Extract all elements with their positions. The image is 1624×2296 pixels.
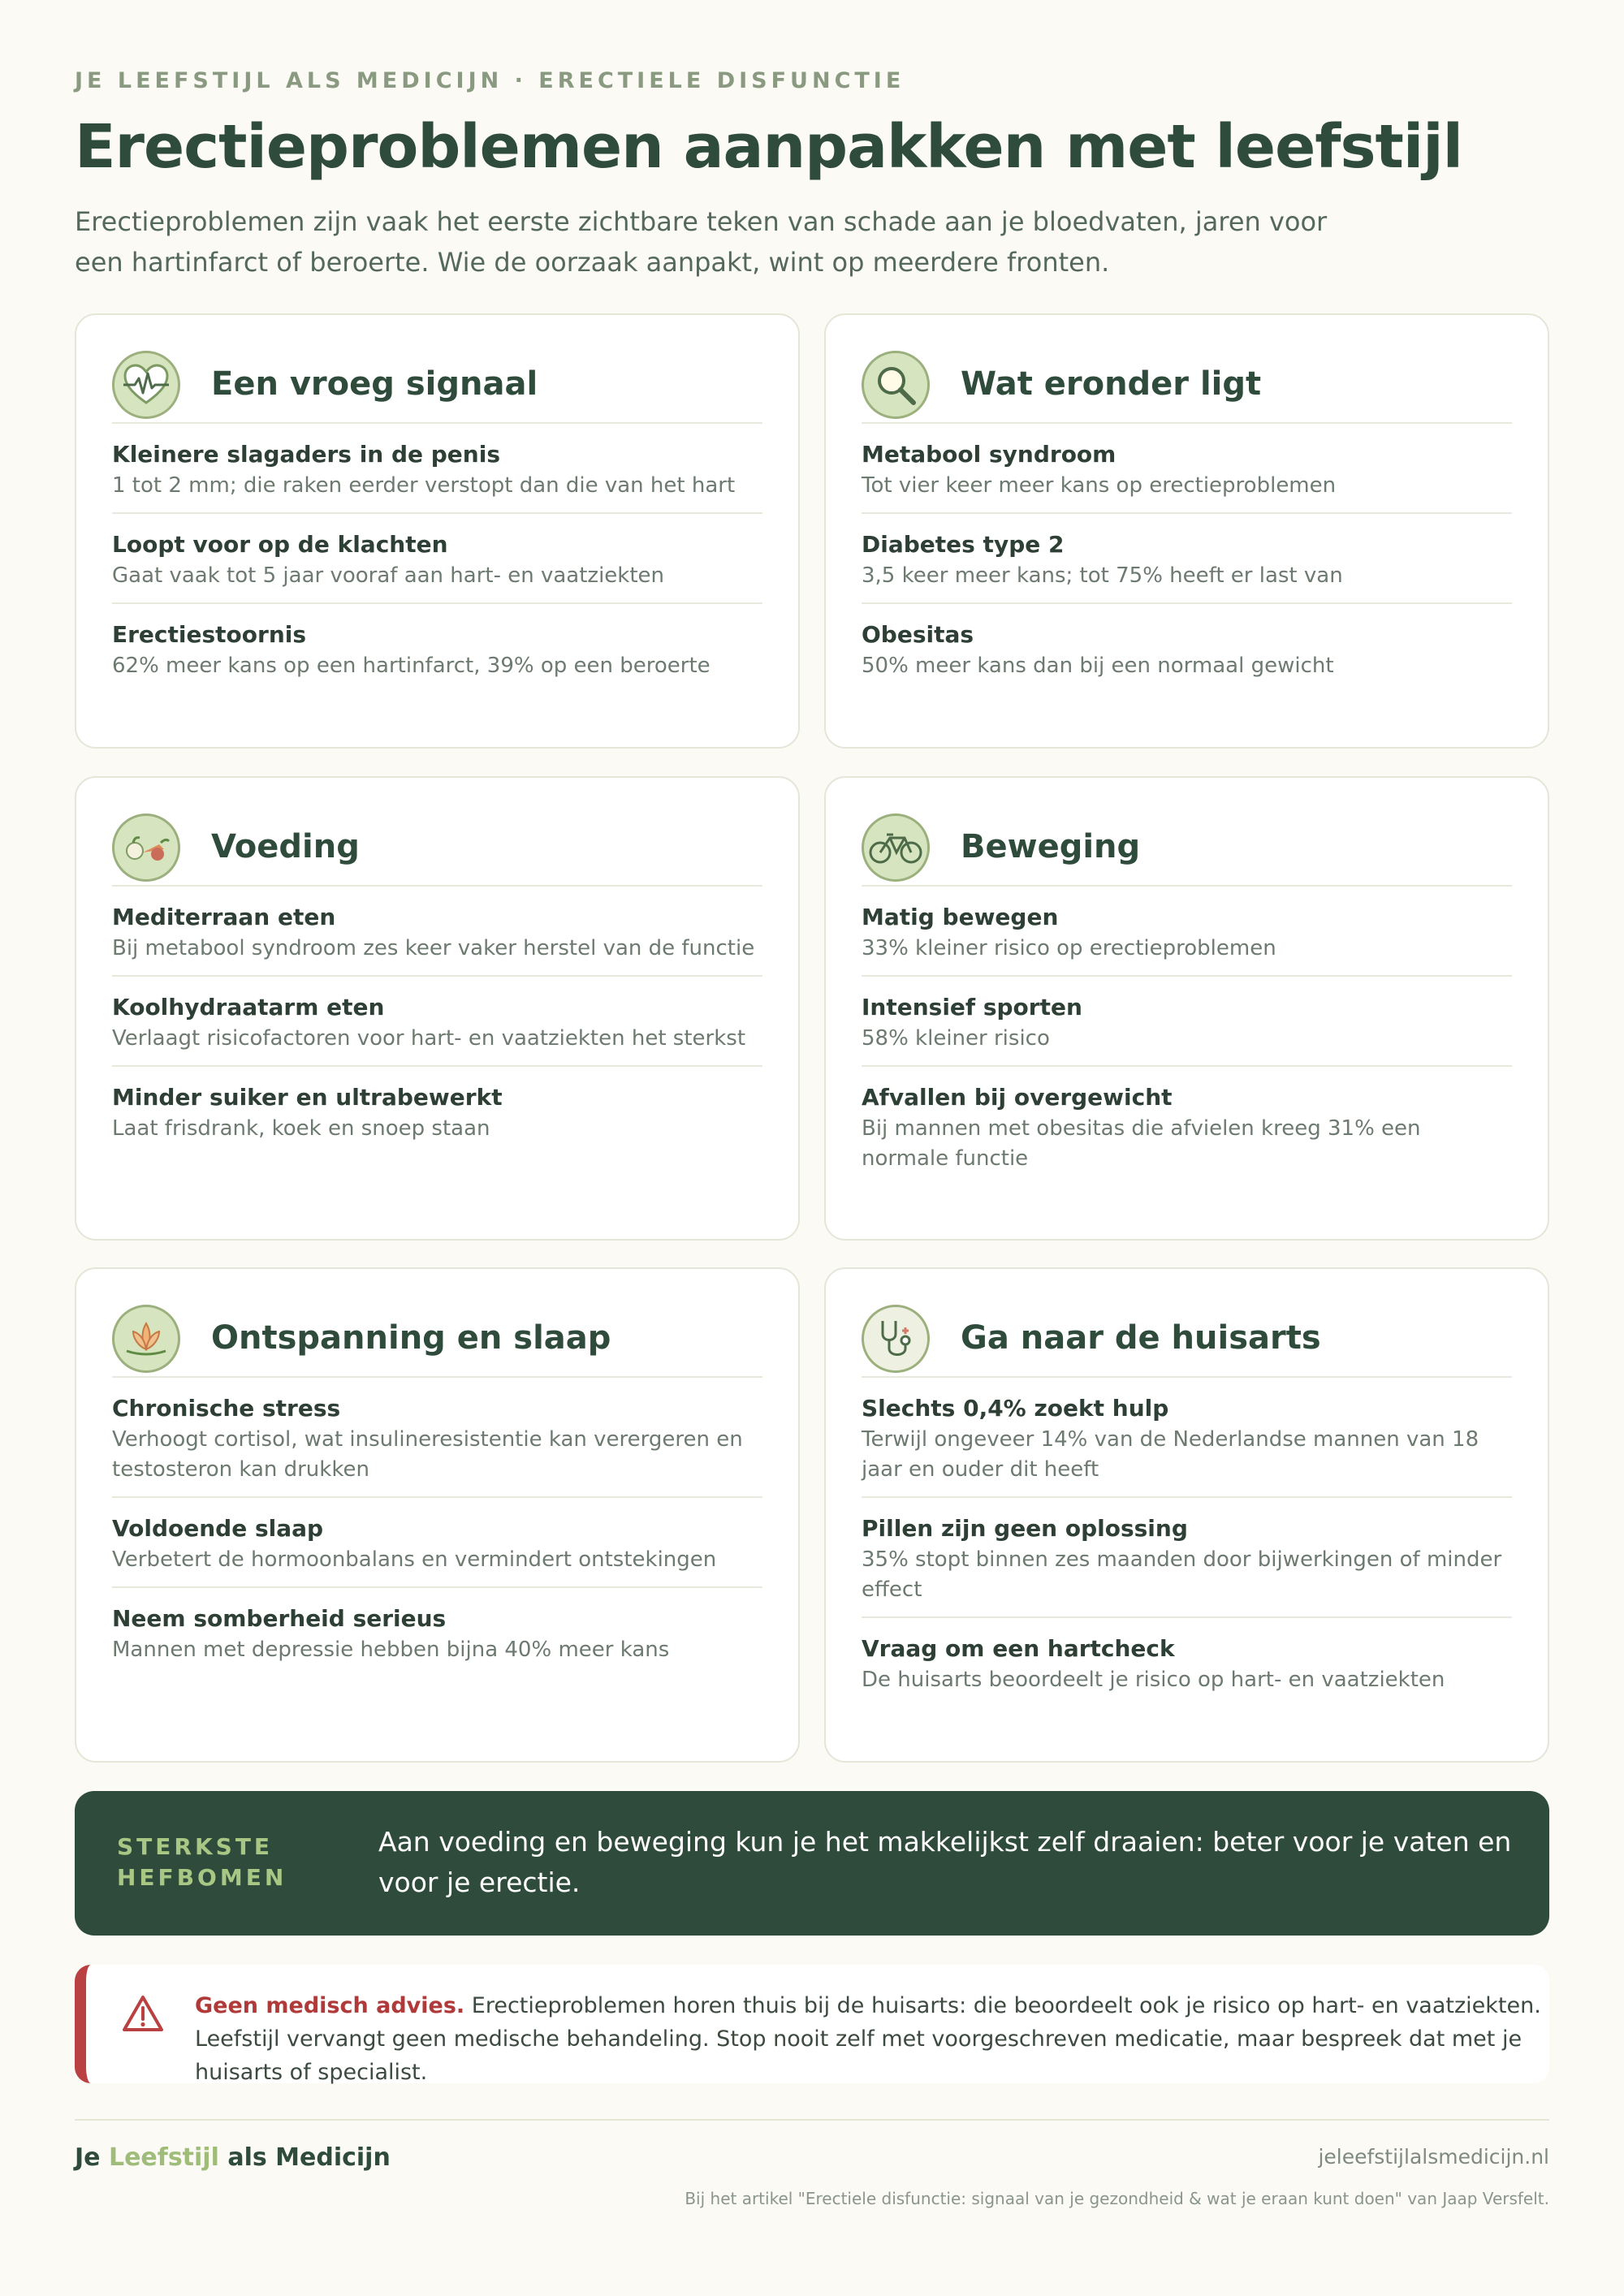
card-header — [112, 1305, 762, 1378]
item-title: Voldoende slaap — [112, 1515, 324, 1542]
card-title: Een vroeg signaal — [211, 365, 538, 403]
item-title: Afvallen bij overgewicht — [862, 1084, 1173, 1111]
card-title: Wat eronder ligt — [961, 365, 1262, 403]
card-header — [112, 351, 762, 424]
medical-disclaimer — [75, 1965, 1549, 2083]
list-item — [112, 424, 762, 514]
page-title: Erectieproblemen aanpakken met leefstijl — [75, 112, 1463, 182]
item-title: Koolhydraatarm eten — [112, 994, 385, 1021]
item-text: Verbetert de hormoonbalans en vermindert ontstekingen — [112, 1547, 717, 1572]
card-header — [112, 814, 762, 887]
card-items — [112, 887, 762, 1155]
banner-label: STERKSTE HEFBOMEN — [117, 1833, 287, 1891]
list-item — [862, 977, 1512, 1067]
website-url: jeleefstijlalsmedicijn.nl — [1318, 2145, 1549, 2169]
list-item — [112, 1588, 762, 1677]
item-title: Loopt voor op de klachten — [112, 531, 448, 558]
item-text: Verlaagt risicofactoren voor hart- en vaatziekten het sterkst — [112, 1026, 746, 1051]
item-text: 58% kleiner risico — [862, 1026, 1050, 1051]
item-text: 1 tot 2 mm; die raken eerder verstopt dan die van het hart — [112, 473, 736, 498]
list-item — [112, 1378, 762, 1498]
card-items — [112, 1378, 762, 1677]
list-item — [862, 604, 1512, 693]
list-item — [112, 1067, 762, 1155]
item-text: 3,5 keer meer kans; tot 75% heeft er last van — [862, 563, 1343, 588]
item-text: 35% stopt binnen zes maanden door bijwerkingen of minder effect — [862, 1547, 1502, 1602]
card-ontspanning-slaap — [75, 1267, 800, 1763]
brand-post: als Medicijn — [218, 2143, 391, 2172]
intro-text: Erectieproblemen zijn vaak het eerste zichtbare teken van schade aan je bloedvaten, jaren voor een hartinfarct of beroerte. Wie de oorzaak aanpakt, wint op meerdere fronten. — [75, 206, 1328, 278]
article-credit: Bij het artikel "Erectiele disfunctie: signaal van je gezondheid & wat je eraan kunt doen" van Jaap Versfelt. — [685, 2189, 1549, 2208]
item-text: Mannen met depressie hebben bijna 40% meer kans — [112, 1638, 670, 1662]
card-vroeg-signaal — [75, 313, 800, 749]
card-beweging — [824, 776, 1549, 1241]
list-item — [862, 1498, 1512, 1618]
card-items — [112, 424, 762, 693]
item-text: 33% kleiner risico op erectieproblemen — [862, 936, 1276, 960]
card-items — [862, 1378, 1512, 1707]
stethoscope-icon — [862, 1305, 930, 1373]
disclaimer-text — [195, 1989, 1543, 2089]
item-title: Diabetes type 2 — [862, 531, 1065, 558]
item-text: Terwijl ongeveer 14% van de Nederlandse mannen van 18 jaar en ouder dit heeft — [862, 1427, 1479, 1482]
disclaimer-body: Erectieproblemen horen thuis bij de huisarts: die beoordeelt ook je risico op hart- en vaatziekten. Leefstijl vervangt geen medische behandeling. Stop nooit zelf met voorgeschreven medicatie, maar bespreek dat met je huisarts of specialist. — [195, 1993, 1541, 2085]
item-title: Erectiestoornis — [112, 621, 307, 648]
item-title: Vraag om een hartcheck — [862, 1635, 1175, 1662]
card-items — [862, 887, 1512, 1185]
footer-divider — [75, 2119, 1549, 2121]
list-item — [862, 1378, 1512, 1498]
list-item — [862, 514, 1512, 604]
item-text: Laat frisdrank, koek en snoep staan — [112, 1116, 490, 1141]
item-title: Slechts 0,4% zoekt hulp — [862, 1395, 1169, 1422]
vegetables-icon — [112, 814, 180, 882]
key-levers-banner — [75, 1791, 1549, 1936]
item-title: Pillen zijn geen oplossing — [862, 1515, 1188, 1542]
list-item — [112, 1498, 762, 1588]
card-voeding — [75, 776, 800, 1241]
warning-icon — [122, 1994, 164, 2036]
item-title: Intensief sporten — [862, 994, 1082, 1021]
card-header — [862, 814, 1512, 887]
brand-pre: Je — [75, 2143, 109, 2172]
item-title: Obesitas — [862, 621, 974, 648]
magnifier-icon — [862, 351, 930, 419]
card-huisarts — [824, 1267, 1549, 1763]
item-title: Matig bewegen — [862, 904, 1059, 930]
eyebrow: JE LEEFSTIJL ALS MEDICIJN · ERECTIELE DISFUNCTIE — [75, 68, 905, 93]
bicycle-icon — [862, 814, 930, 882]
card-wat-eronder-ligt — [824, 313, 1549, 749]
list-item — [862, 1618, 1512, 1707]
banner-text: Aan voeding en beweging kun je het makkelijkst zelf draaien: beter voor je vaten en voor je erectie. — [378, 1826, 1512, 1898]
list-item — [112, 977, 762, 1067]
item-title: Metabool syndroom — [862, 441, 1116, 468]
list-item — [112, 887, 762, 977]
item-text: 50% meer kans dan bij een normaal gewicht — [862, 654, 1334, 678]
card-title: Beweging — [961, 828, 1141, 865]
item-title: Chronische stress — [112, 1395, 341, 1422]
item-title: Kleinere slagaders in de penis — [112, 441, 500, 468]
card-title: Ontspanning en slaap — [211, 1319, 611, 1357]
card-title: Ga naar de huisarts — [961, 1319, 1321, 1357]
card-title: Voeding — [211, 828, 360, 865]
list-item — [862, 424, 1512, 514]
item-text: Tot vier keer meer kans op erectieproblemen — [862, 473, 1337, 498]
item-text: 62% meer kans op een hartinfarct, 39% op een beroerte — [112, 654, 710, 678]
item-text: Bij mannen met obesitas die afvielen kreeg 31% een normale functie — [862, 1116, 1421, 1171]
item-title: Mediterraan eten — [112, 904, 336, 930]
item-title: Minder suiker en ultrabewerkt — [112, 1084, 503, 1111]
list-item — [112, 514, 762, 604]
list-item — [112, 604, 762, 693]
heartbeat-icon — [112, 351, 180, 419]
item-text: Verhoogt cortisol, wat insulineresistentie kan verergeren en testosteron kan drukken — [112, 1427, 743, 1482]
item-text: Bij metabool syndroom zes keer vaker herstel van de functie — [112, 936, 755, 960]
disclaimer-strong: Geen medisch advies. — [195, 1993, 465, 2018]
item-title: Neem somberheid serieus — [112, 1605, 447, 1632]
brand-accent: Leefstijl — [108, 2143, 219, 2172]
lotus-icon — [112, 1305, 180, 1373]
card-header — [862, 1305, 1512, 1378]
brand-logo — [75, 2143, 391, 2172]
list-item — [862, 1067, 1512, 1185]
list-item — [862, 887, 1512, 977]
item-text: Gaat vaak tot 5 jaar vooraf aan hart- en vaatziekten — [112, 563, 665, 588]
card-header — [862, 351, 1512, 424]
card-items — [862, 424, 1512, 693]
item-text: De huisarts beoordeelt je risico op hart- en vaatziekten — [862, 1668, 1445, 1692]
